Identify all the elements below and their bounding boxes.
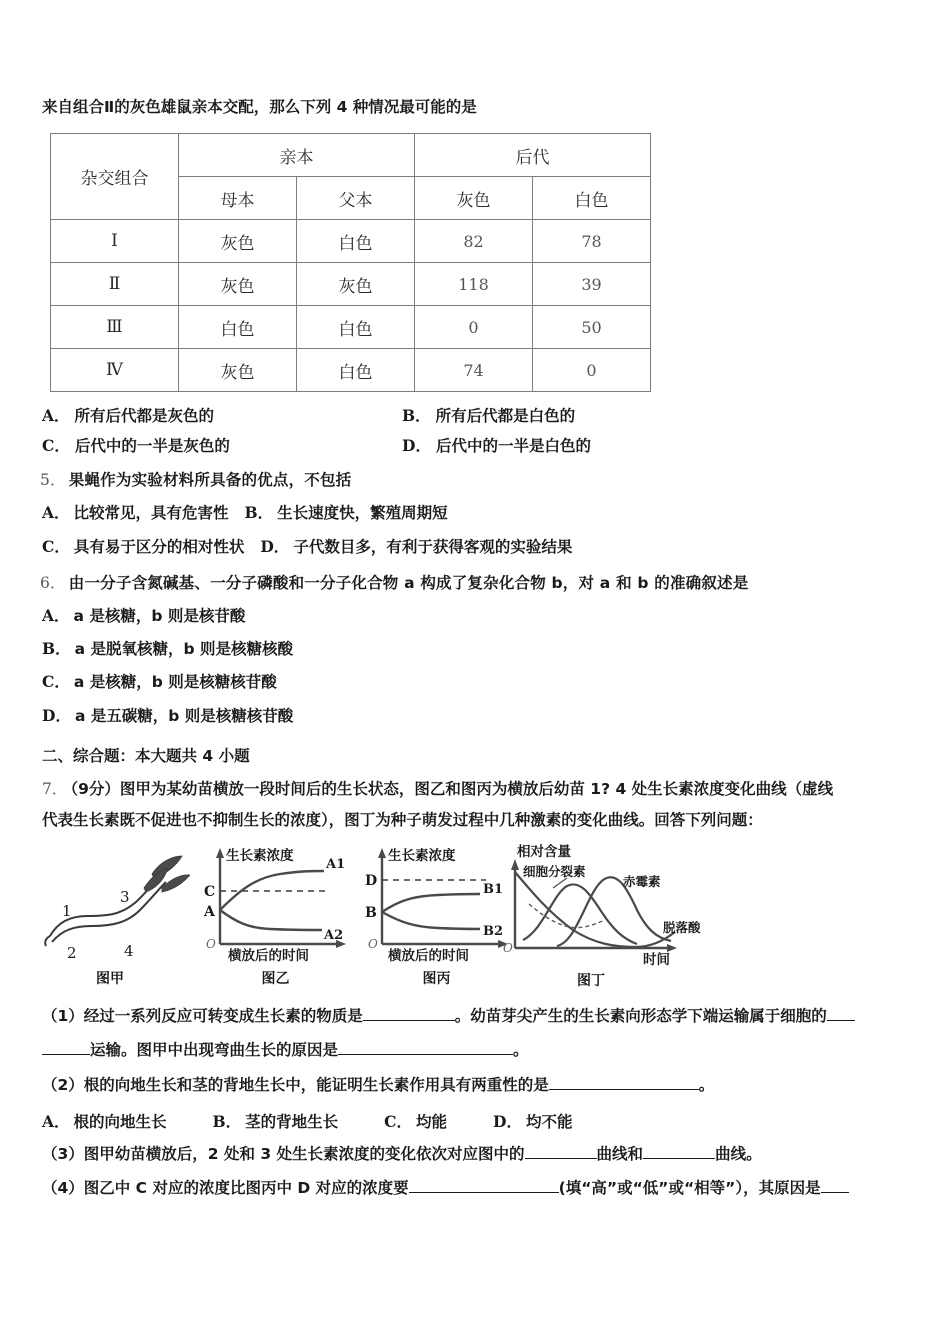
cell-combo: Ⅲ bbox=[51, 306, 179, 349]
figure-bing-caption: 图丙 bbox=[422, 970, 451, 987]
option-text-a: 所有后代都是灰色的 bbox=[74, 407, 215, 426]
option-letter-b: B． bbox=[42, 639, 71, 659]
figure-ding-series-cytokinin: 细胞分裂素 bbox=[523, 863, 586, 879]
cell-combo: Ⅰ bbox=[51, 220, 179, 263]
figure-bing-origin: O bbox=[368, 936, 378, 951]
option-letter-d: D． bbox=[493, 1111, 522, 1131]
answer-blank[interactable] bbox=[821, 1177, 849, 1193]
option-letter-b: B． bbox=[212, 1111, 242, 1131]
q6-option-c bbox=[42, 670, 920, 694]
figure-ding-caption: 图丁 bbox=[577, 972, 605, 989]
figure-yi-series-a2: A2 bbox=[324, 927, 344, 943]
sub3-text-part3: 曲线。 bbox=[715, 1144, 762, 1163]
cell-gray-count: 74 bbox=[415, 349, 533, 392]
cell-father: 灰色 bbox=[297, 263, 415, 306]
question-7-stem-line-2: 代表生长素既不促进也不抑制生长的浓度），图丁为种子萌发过程中几种激素的变化曲线。回答下列问题： bbox=[42, 810, 763, 829]
header-offspring: 后代 bbox=[415, 134, 651, 177]
figure-ding bbox=[495, 844, 745, 990]
q4-option-a bbox=[42, 404, 402, 426]
table-head bbox=[51, 134, 651, 220]
cell-white-count: 39 bbox=[533, 263, 651, 306]
answer-blank[interactable] bbox=[549, 1074, 699, 1090]
option-text-c: a 是核糖，b 则是核糖核苷酸 bbox=[73, 673, 277, 692]
option-letter-d: D． bbox=[42, 705, 71, 725]
option-text-d: 后代中的一半是白色的 bbox=[435, 437, 591, 456]
sub1-line2-end: 。 bbox=[513, 1041, 529, 1060]
figure-yi-mark-c: C bbox=[204, 883, 216, 900]
figure-yi-origin: O bbox=[206, 936, 216, 951]
cell-mother: 白色 bbox=[179, 306, 297, 349]
figure-yi-caption: 图乙 bbox=[261, 970, 290, 987]
option-letter-a: A． bbox=[42, 1111, 70, 1131]
figure-yi bbox=[188, 844, 353, 988]
question-5-number: 5． bbox=[40, 471, 66, 490]
option-text-b: 所有后代都是白色的 bbox=[435, 407, 576, 426]
figure-bing-series-b1: B1 bbox=[483, 881, 504, 897]
question-7-sub-3 bbox=[42, 1140, 920, 1169]
option-letter-c: C． bbox=[42, 672, 70, 692]
option-text-a: a 是核糖，b 则是核苷酸 bbox=[73, 606, 246, 625]
figure-jia-drawing bbox=[40, 844, 190, 964]
cell-mother: 灰色 bbox=[179, 263, 297, 306]
cell-white-count: 0 bbox=[533, 349, 651, 392]
question-7-sub-2-options bbox=[42, 1110, 920, 1132]
option-letter-c: C． bbox=[42, 536, 70, 556]
sub2-end: 。 bbox=[698, 1076, 715, 1095]
option-letter-b: B． bbox=[402, 406, 431, 426]
option-text-c: 后代中的一半是灰色的 bbox=[74, 437, 230, 456]
label-2: 2 bbox=[67, 943, 77, 962]
answer-blank[interactable] bbox=[42, 1039, 90, 1055]
table-body bbox=[51, 220, 651, 392]
sub4-text-part2: (填“高”或“低”或“相等”），其原因是 bbox=[558, 1179, 821, 1198]
question-5-stem bbox=[40, 468, 920, 492]
question-7-sub-2 bbox=[42, 1071, 920, 1100]
option-text-c: 具有易于区分的相对性状 bbox=[73, 537, 245, 556]
sub2-option-b bbox=[213, 1110, 339, 1132]
lead-sentence: 来自组合Ⅱ的灰色雄鼠亲本交配，那么下列 4 种情况最可能的是 bbox=[42, 98, 477, 116]
sub2-option-c bbox=[384, 1110, 447, 1132]
figure-ding-series-gibberellin: 赤霉素 bbox=[623, 873, 661, 889]
answer-blank[interactable] bbox=[643, 1143, 715, 1159]
option-letter-a: A． bbox=[42, 406, 70, 426]
cell-gray-count: 118 bbox=[415, 263, 533, 306]
cell-father: 白色 bbox=[297, 220, 415, 263]
sub2-text: （2）根的向地生长和茎的背地生长中，能证明生长素作用具有两重性的是 bbox=[42, 1076, 549, 1095]
option-text-b: a 是脱氧核糖，b 则是核糖核酸 bbox=[74, 640, 293, 659]
question-6-stem bbox=[40, 571, 920, 595]
label-4: 4 bbox=[124, 941, 134, 960]
table-row bbox=[51, 349, 651, 392]
question-7-sub-1-line-2 bbox=[42, 1036, 920, 1065]
cell-father: 白色 bbox=[297, 306, 415, 349]
table-header-row-1 bbox=[51, 134, 651, 177]
q4-option-d bbox=[402, 434, 762, 456]
figure-jia bbox=[40, 844, 190, 988]
cell-mother: 灰色 bbox=[179, 220, 297, 263]
question-7-sub-1-line-1 bbox=[42, 1002, 920, 1031]
option-letter-c: C． bbox=[384, 1111, 413, 1131]
sub1-text-part1: （1）经过一系列反应可转变成生长素的物质是 bbox=[42, 1006, 363, 1025]
q4-options-row-2 bbox=[42, 434, 920, 456]
answer-blank[interactable] bbox=[525, 1143, 597, 1159]
figure-bing-chart bbox=[350, 844, 515, 964]
option-letter-a: A． bbox=[42, 605, 70, 625]
page-content bbox=[40, 96, 920, 1209]
cell-combo: Ⅳ bbox=[51, 349, 179, 392]
sub1-text-part2: 。幼苗芽尖产生的生长素向形态学下端运输属于细胞的 bbox=[454, 1006, 827, 1025]
figure-bing-ylabel: 生长素浓度 bbox=[388, 847, 456, 864]
sub4-text-part1: （4）图乙中 C 对应的浓度比图丙中 D 对应的浓度要 bbox=[42, 1179, 409, 1198]
cell-gray-count: 82 bbox=[415, 220, 533, 263]
option-text-c: 均能 bbox=[416, 1112, 448, 1131]
header-white: 白色 bbox=[533, 177, 651, 220]
q4-option-c bbox=[42, 434, 402, 456]
question-7-sub-4 bbox=[42, 1174, 920, 1203]
figure-ding-xlabel: 时间 bbox=[643, 951, 670, 966]
cell-gray-count: 0 bbox=[415, 306, 533, 349]
q6-option-a bbox=[42, 604, 920, 628]
answer-blank[interactable] bbox=[363, 1005, 455, 1021]
figure-ding-ylabel: 相对含量 bbox=[517, 843, 571, 860]
q5-options-line-1 bbox=[42, 501, 920, 525]
figure-bing-mark-b: B bbox=[365, 904, 377, 921]
figure-ding-chart bbox=[495, 844, 745, 966]
cell-father: 白色 bbox=[297, 349, 415, 392]
table-row bbox=[51, 220, 651, 263]
sub3-text-part1: （3）图甲幼苗横放后，2 处和 3 处生长素浓度的变化依次对应图中的 bbox=[42, 1144, 525, 1163]
figure-ding-series-aba: 脱落酸 bbox=[663, 919, 701, 935]
sub2-option-a bbox=[42, 1110, 167, 1132]
option-letter-b: B． bbox=[244, 503, 274, 523]
question-7-number: 7． bbox=[42, 779, 68, 798]
answer-blank[interactable] bbox=[409, 1177, 559, 1193]
q6-option-d bbox=[42, 704, 920, 728]
answer-blank[interactable] bbox=[827, 1005, 855, 1021]
figure-bing-xlabel: 横放后的时间 bbox=[388, 947, 469, 964]
question-6-text: 由一分子含氮碱基、一分子磷酸和一分子化合物 a 构成了复杂化合物 b，对 a 和 b 的准确叙述是 bbox=[68, 573, 749, 592]
figure-yi-xlabel: 横放后的时间 bbox=[228, 947, 309, 964]
figure-bing bbox=[350, 844, 515, 988]
figure-yi-chart bbox=[188, 844, 353, 964]
cell-mother: 灰色 bbox=[179, 349, 297, 392]
q4-options-row-1 bbox=[42, 404, 920, 426]
option-letter-d: D． bbox=[402, 436, 431, 456]
q4-option-b bbox=[402, 404, 762, 426]
figure-yi-series-a1: A1 bbox=[326, 856, 346, 872]
option-text-b: 生长速度快，繁殖周期短 bbox=[277, 504, 448, 523]
header-father: 父本 bbox=[297, 177, 415, 220]
figure-yi-ylabel: 生长素浓度 bbox=[226, 847, 294, 864]
sub1-line2-text: 运输。图甲中出现弯曲生长的原因是 bbox=[90, 1041, 339, 1060]
option-text-a: 根的向地生长 bbox=[73, 1112, 167, 1131]
figure-yi-mark-a: A bbox=[204, 903, 215, 920]
label-1: 1 bbox=[62, 901, 72, 920]
option-text-d: 均不能 bbox=[525, 1112, 573, 1131]
figure-jia-caption: 图甲 bbox=[96, 970, 124, 987]
figure-bing-series-b2: B2 bbox=[483, 923, 504, 939]
option-text-a: 比较常见，具有危害性 bbox=[73, 504, 229, 523]
section-2-heading: 二、综合题：本大题共 4 小题 bbox=[42, 746, 250, 765]
header-gray: 灰色 bbox=[415, 177, 533, 220]
question-6-number: 6． bbox=[40, 573, 66, 592]
q6-option-b bbox=[42, 637, 920, 661]
cross-breeding-table bbox=[50, 133, 651, 392]
option-text-d: a 是五碳糖，b 则是核糖核苷酸 bbox=[74, 706, 294, 725]
cell-combo: Ⅱ bbox=[51, 263, 179, 306]
cell-white-count: 78 bbox=[533, 220, 651, 263]
sub3-text-part2: 曲线和 bbox=[596, 1144, 644, 1163]
label-3: 3 bbox=[120, 887, 130, 906]
q5-options-line-2 bbox=[42, 535, 920, 559]
cell-white-count: 50 bbox=[533, 306, 651, 349]
header-cross-combination: 杂交组合 bbox=[51, 134, 179, 220]
question-7-stem-line-1 bbox=[42, 774, 920, 805]
question-5-text: 果蝇作为实验材料所具备的优点，不包括 bbox=[68, 471, 352, 490]
sub2-option-d bbox=[493, 1110, 572, 1132]
option-letter-c: C． bbox=[42, 436, 70, 456]
option-text-b: 茎的背地生长 bbox=[245, 1112, 339, 1131]
header-parent: 亲本 bbox=[179, 134, 415, 177]
option-text-d: 子代数目多，有利于获得客观的实验结果 bbox=[293, 537, 573, 556]
figure-ding-origin: O bbox=[503, 940, 513, 955]
answer-blank[interactable] bbox=[338, 1039, 513, 1055]
header-mother: 母本 bbox=[179, 177, 297, 220]
figure-bing-mark-d: D bbox=[365, 872, 378, 889]
table-row bbox=[51, 263, 651, 306]
option-letter-d: D． bbox=[260, 536, 290, 556]
figure-group bbox=[40, 844, 920, 996]
table-row bbox=[51, 306, 651, 349]
question-7-text-1: （9分）图甲为某幼苗横放一段时间后的生长状态，图乙和图丙为横放后幼苗 1? 4 处生长素浓度变化曲线（虚线 bbox=[70, 779, 834, 798]
option-letter-a: A． bbox=[42, 503, 70, 523]
